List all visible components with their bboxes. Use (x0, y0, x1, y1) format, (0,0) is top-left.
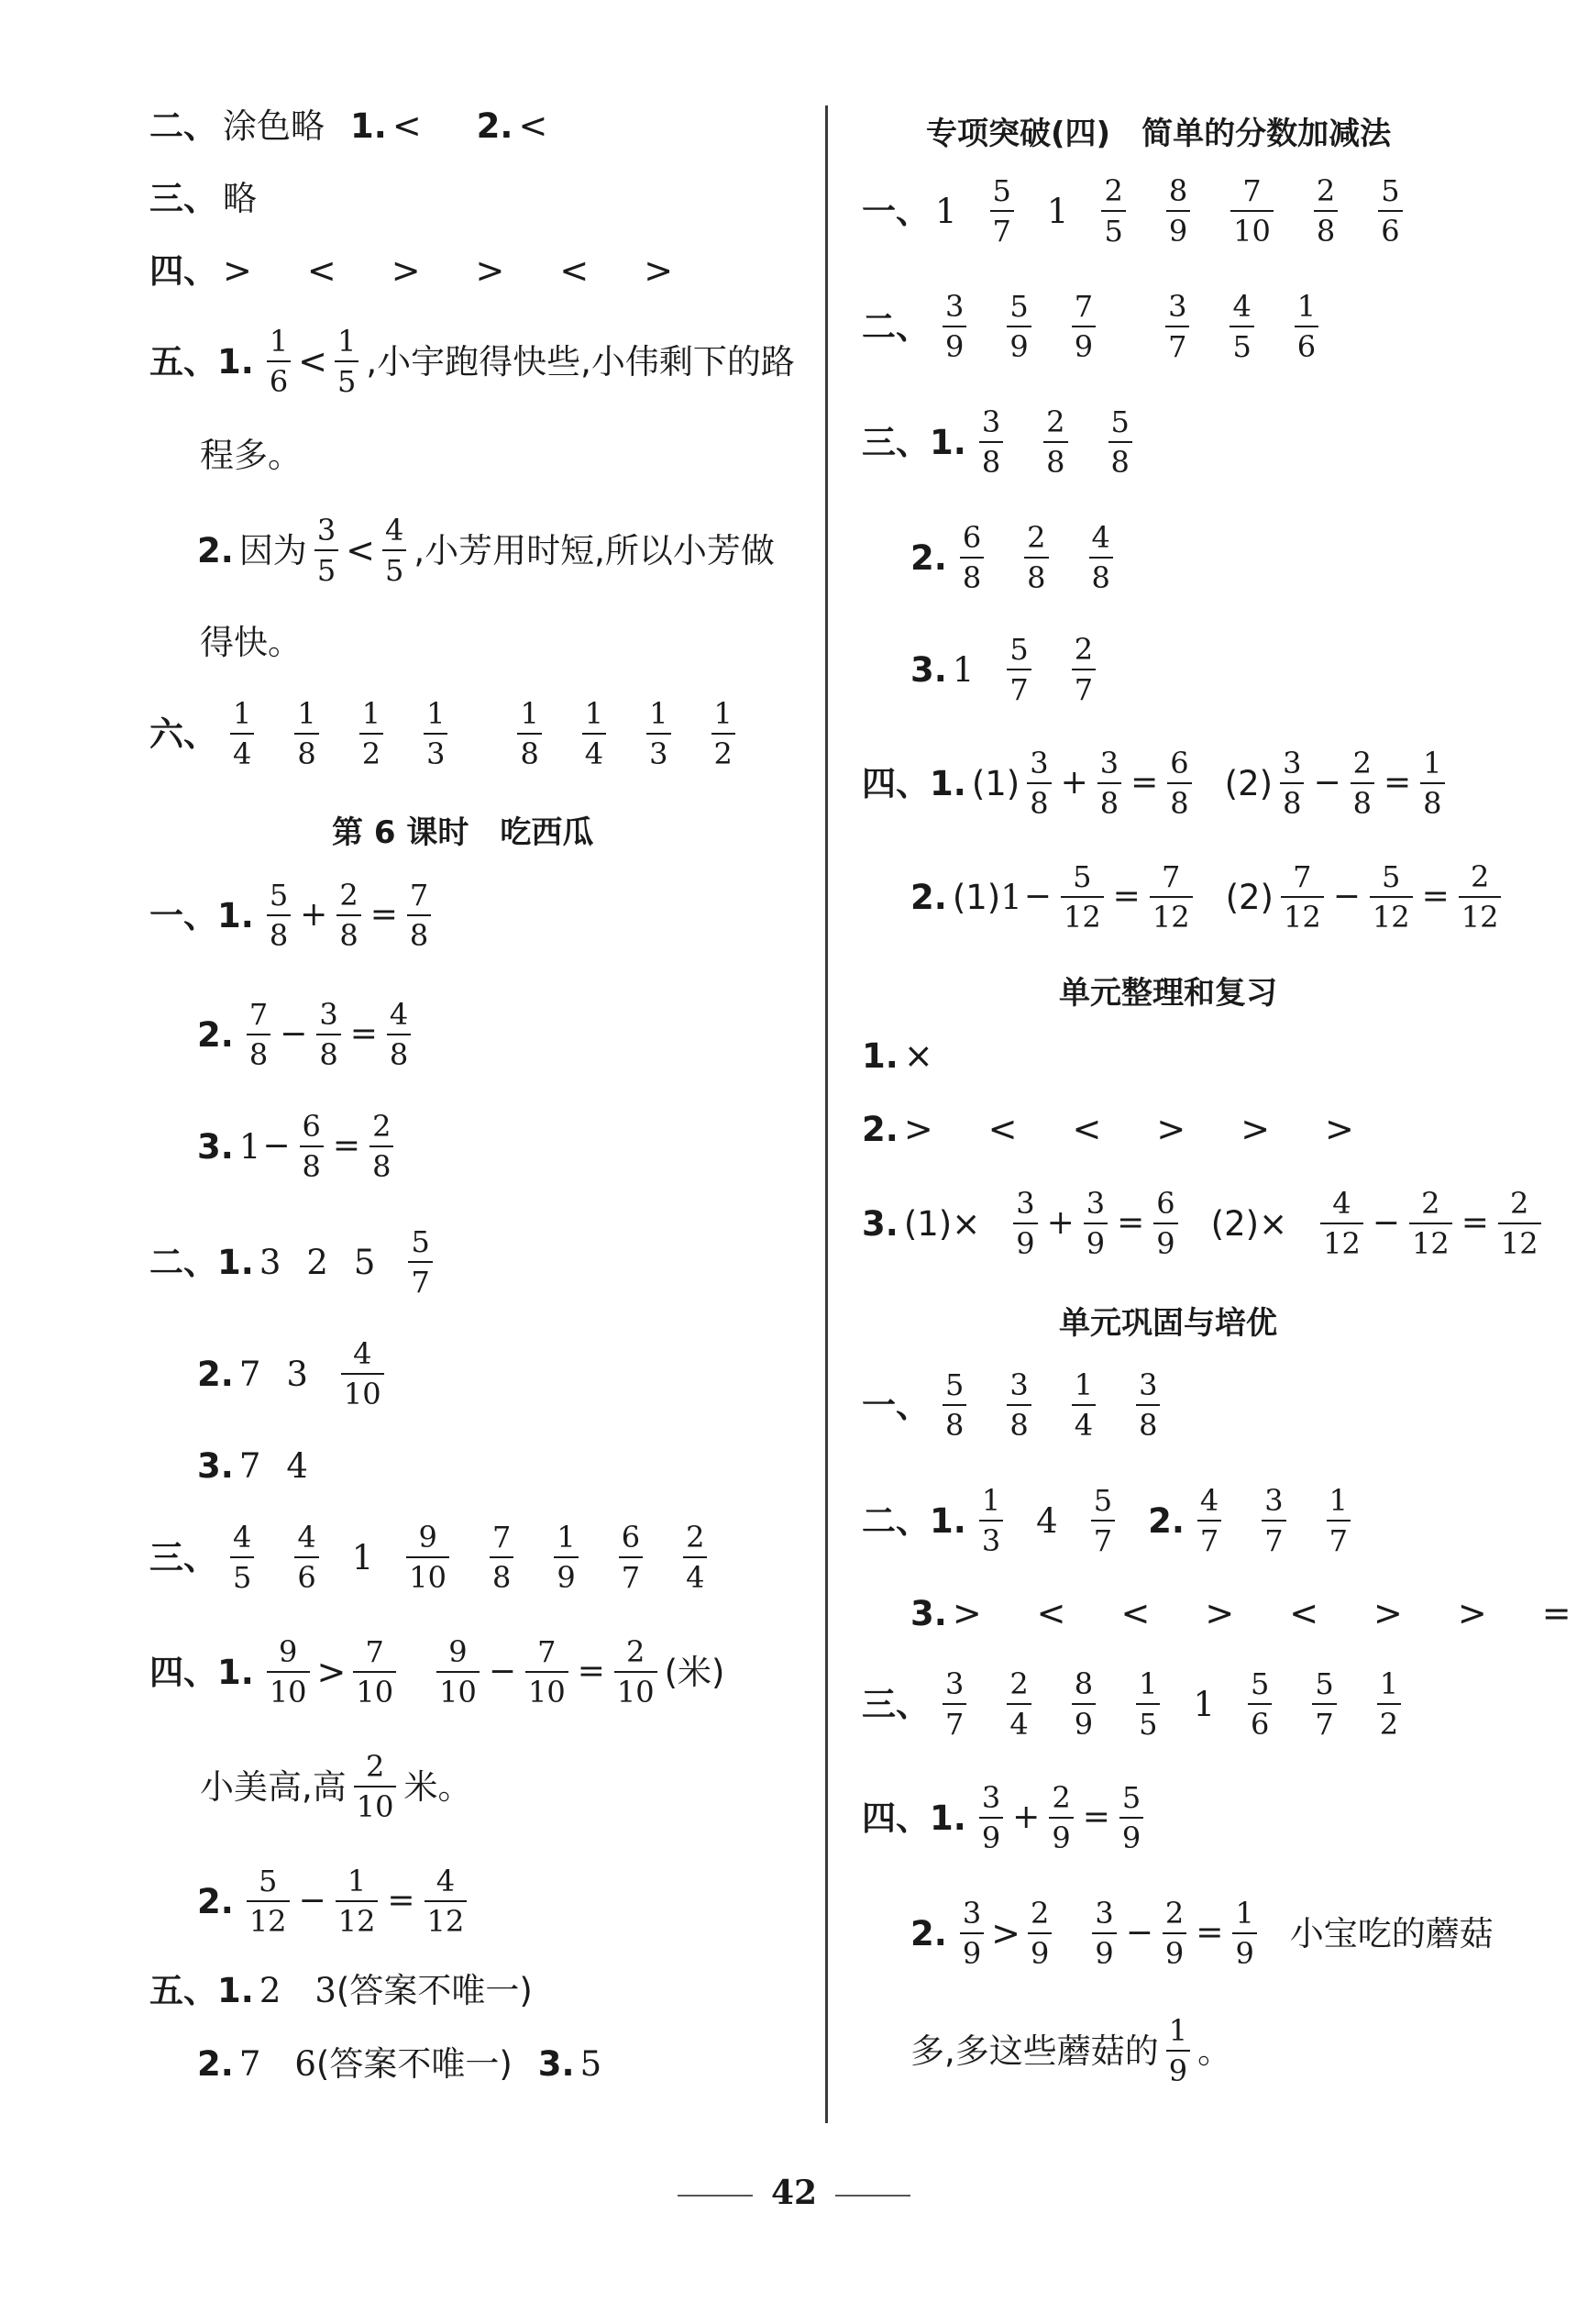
fraction: $\frac{5}{9}$ (1007, 292, 1031, 361)
answer-line-r-san-2: 2. $\frac{6}{8}$ $\frac{2}{8}$ $\frac{4}{8}$ (910, 523, 1120, 592)
fraction: $\frac{2}{8}$ (336, 880, 360, 950)
answer-line-yi-3: 3. 1 − $\frac{6}{8}$ = $\frac{2}{8}$ (197, 1112, 401, 1181)
fraction: $\frac{2}{10}$ (354, 1752, 397, 1821)
answer-line-san: 三、 略 (149, 179, 257, 218)
fraction: $\frac{2}{5}$ (1101, 176, 1125, 246)
fraction: $\frac{9}{10}$ (406, 1522, 449, 1592)
fraction: $\frac{1}{8}$ (294, 699, 318, 769)
answer-line-si-1: 四、1. $\frac{9}{10}$ > $\frac{7}{10}$ $\frac{9}{10}$ − $\frac{7}{10}$ = $\frac{2}{10}$ (米) (149, 1634, 725, 1710)
fraction: $\frac{5}{6}$ (1248, 1669, 1272, 1739)
fraction: $\frac{2}{12}$ (1498, 1189, 1541, 1258)
fraction: $\frac{4}{7}$ (1197, 1486, 1221, 1555)
fraction: $\frac{7}{12}$ (1281, 862, 1324, 932)
section-title-consolidate: 单元巩固与培优 (1059, 1305, 1277, 1342)
fraction: $\frac{3}{9}$ (979, 1783, 1003, 1853)
answer-line-si-1-cont: 小美高,高 $\frac{2}{10}$ 米。 (200, 1749, 472, 1824)
fraction: $\frac{2}{9}$ (1163, 1898, 1186, 1968)
fraction: $\frac{6}{8}$ (960, 523, 984, 592)
fraction: $\frac{2}{4}$ (683, 1522, 707, 1592)
right-column (825, 0, 1588, 2324)
answer-line-wu-2: 2. 因为 $\frac{3}{5}$ < $\frac{4}{5}$ ,小芳用时短,所以小芳做 (197, 513, 775, 588)
fraction: $\frac{3}{5}$ (314, 515, 338, 585)
fraction: $\frac{5}{12}$ (1370, 862, 1413, 932)
fraction: $\frac{3}{8}$ (1027, 748, 1051, 818)
fraction: $\frac{1}{4}$ (582, 699, 606, 769)
fraction: $\frac{4}{12}$ (425, 1866, 468, 1936)
fraction: $\frac{1}{8}$ (1420, 748, 1444, 818)
fraction: $\frac{8}{9}$ (1166, 176, 1190, 246)
answer-line-wu-1: 五、1. $\frac{1}{6}$ < $\frac{1}{5}$ ,小宇跑得快些,小伟剩下的路 (149, 324, 795, 399)
fraction: $\frac{3}{9}$ (943, 292, 966, 361)
fraction: $\frac{3}{7}$ (1262, 1486, 1285, 1555)
fraction: $\frac{1}{2}$ (359, 699, 383, 769)
fraction: $\frac{2}{9}$ (1028, 1898, 1052, 1968)
fraction: $\frac{5}{7}$ (990, 176, 1014, 246)
fraction: $\frac{3}{7}$ (943, 1669, 966, 1739)
fraction: $\frac{7}{9}$ (1072, 292, 1096, 361)
fraction: $\frac{9}{10}$ (436, 1637, 480, 1707)
fraction: $\frac{1}{7}$ (1327, 1486, 1351, 1555)
fraction: $\frac{3}{8}$ (316, 1000, 340, 1069)
fraction: $\frac{5}{8}$ (1108, 407, 1132, 477)
fraction: $\frac{4}{5}$ (1230, 292, 1253, 361)
answer-line-r-c-si-2: 2. $\frac{3}{9}$ > $\frac{2}{9}$ $\frac{3}{9}$ − $\frac{2}{9}$ = $\frac{1}{9}$ 小宝吃的蘑菇 (910, 1896, 1494, 1971)
fraction: $\frac{1}{3}$ (979, 1486, 1003, 1555)
answer-line-er: 二、 涂色略 1. < 2. < (149, 105, 548, 146)
fraction: $\frac{2}{4}$ (1007, 1669, 1031, 1739)
answer-line-r-c-si-1: 四、1. $\frac{3}{9}$ + $\frac{2}{9}$ = $\frac{5}{9}$ (862, 1783, 1151, 1853)
answer-line-wu-2-cont: 得快。 (200, 623, 302, 662)
fraction: $\frac{1}{6}$ (1295, 292, 1318, 361)
fraction: $\frac{1}{9}$ (1232, 1898, 1256, 1968)
fraction: $\frac{4}{5}$ (382, 515, 406, 585)
fraction: $\frac{3}{9}$ (1092, 1898, 1116, 1968)
answer-line-r-c-si-2-cont: 多,多这些蘑菇的 $\frac{1}{9}$ 。 (910, 2013, 1232, 2088)
answer-line-r-c-er: 二、1. $\frac{1}{3}$ 4 $\frac{5}{7}$ 2. $\frac{4}{7}$ $\frac{3}{7}$ $\frac{1}{7}$ (862, 1486, 1358, 1555)
fraction: $\frac{7}{10}$ (353, 1637, 396, 1707)
answer-line-r-si-2: 2. (1) 1 − $\frac{5}{12}$ = $\frac{7}{12}$ (2) $\frac{7}{12}$ − $\frac{5}{12}$ = $\frac{2}{12}$ (910, 862, 1508, 932)
fraction: $\frac{7}{12}$ (1150, 862, 1193, 932)
answer-line-liu: 六、 $\frac{1}{4}$ $\frac{1}{8}$ $\frac{1}{2}$ $\frac{1}{3}$ $\frac{1}{8}$ $\frac{1}{4}$ $\frac{1}{3}$ $\frac{1}{2}$ (149, 699, 743, 769)
answer-line-r-c-san: 三、 $\frac{3}{7}$ $\frac{2}{4}$ $\frac{8}{9}$ $\frac{1}{5}$ 1 $\frac{5}{6}$ $\frac{5}{7}$ $\frac{1}{2}$ (862, 1669, 1408, 1739)
fraction: $\frac{7}{10}$ (525, 1637, 568, 1707)
fraction: $\frac{2}{9}$ (1049, 1783, 1073, 1853)
fraction: $\frac{2}{8}$ (1314, 176, 1338, 246)
answer-line-yi-1: 一、1. $\frac{5}{8}$ + $\frac{2}{8}$ = $\frac{7}{8}$ (149, 880, 438, 950)
answer-line-r-si-1: 四、1. (1) $\frac{3}{8}$ + $\frac{3}{8}$ = $\frac{6}{8}$ (2) $\frac{3}{8}$ − $\frac{2}{8}$ = $\frac{1}{8}$ (862, 748, 1452, 818)
fraction: $\frac{8}{9}$ (1072, 1669, 1096, 1739)
fraction: $\frac{3}{9}$ (1013, 1189, 1037, 1258)
section-title-review: 单元整理和复习 (1059, 975, 1277, 1012)
fraction: $\frac{3}{8}$ (979, 407, 1003, 477)
fraction: $\frac{1}{8}$ (517, 699, 541, 769)
fraction: $\frac{5}{8}$ (267, 880, 291, 950)
answer-line-si-2: 2. $\frac{5}{12}$ − $\frac{1}{12}$ = $\frac{4}{12}$ (197, 1866, 474, 1936)
fraction: $\frac{9}{10}$ (267, 1637, 310, 1707)
page-number: 42 (0, 2174, 1588, 2212)
section-title-special: 专项突破(四) 简单的分数加减法 (926, 116, 1392, 152)
fraction: $\frac{7}{8}$ (490, 1522, 513, 1592)
fraction: $\frac{4}{12}$ (1320, 1189, 1363, 1258)
fraction: $\frac{2}{7}$ (1072, 635, 1096, 704)
answer-line-wu-4: 2. 7 6 (答案不唯一) 3. 5 (197, 2044, 602, 2084)
fraction: $\frac{2}{8}$ (1024, 523, 1048, 592)
fraction: $\frac{3}{7}$ (1165, 292, 1189, 361)
fraction: $\frac{5}{7}$ (408, 1227, 432, 1297)
fraction: $\frac{5}{8}$ (943, 1370, 966, 1440)
answer-line-er-1: 二、1. 3 2 5 $\frac{5}{7}$ (149, 1227, 440, 1297)
answer-line-wu-3: 五、1. 2 3 (答案不唯一) (149, 1971, 533, 2010)
fraction: $\frac{3}{9}$ (960, 1898, 984, 1968)
fraction: $\frac{4}{8}$ (387, 1000, 411, 1069)
answer-line-r-c-er-3: 3. > < < > < > > = (910, 1593, 1571, 1633)
section-title-lesson6: 第 6 课时 吃西瓜 (332, 814, 594, 851)
fraction: $\frac{3}{8}$ (1280, 748, 1304, 818)
fraction: $\frac{1}{9}$ (554, 1522, 578, 1592)
answer-line-r-c-yi: 一、 $\frac{5}{8}$ $\frac{3}{8}$ $\frac{1}{4}$ $\frac{3}{8}$ (862, 1370, 1167, 1440)
answer-line-yi-2: 2. $\frac{7}{8}$ − $\frac{3}{8}$ = $\frac{4}{8}$ (197, 1000, 418, 1069)
answer-line-r-review-1: 1. × (862, 1035, 933, 1076)
fraction: $\frac{3}{8}$ (1007, 1370, 1031, 1440)
fraction: $\frac{4}{10}$ (341, 1339, 384, 1409)
fraction: $\frac{5}{9}$ (1119, 1783, 1143, 1853)
answer-line-r-yi: 一、 1 $\frac{5}{7}$ 1 $\frac{2}{5}$ $\frac{8}{9}$ $\frac{7}{10}$ $\frac{2}{8}$ $\frac{5}{6}$ (862, 176, 1410, 246)
fraction: $\frac{2}{12}$ (1409, 1189, 1452, 1258)
fraction: $\frac{5}{7}$ (1007, 635, 1031, 704)
fraction: $\frac{5}{12}$ (1061, 862, 1104, 932)
answer-line-r-san-3: 3. 1 $\frac{5}{7}$ $\frac{2}{7}$ (910, 635, 1103, 704)
fraction: $\frac{2}{12}$ (1459, 862, 1502, 932)
fraction: $\frac{1}{3}$ (646, 699, 670, 769)
fraction: $\frac{3}{9}$ (1084, 1189, 1108, 1258)
fraction: $\frac{1}{2}$ (1377, 1669, 1401, 1739)
fraction: $\frac{3}{8}$ (1136, 1370, 1160, 1440)
fraction: $\frac{5}{7}$ (1312, 1669, 1336, 1739)
fraction: $\frac{1}{4}$ (230, 699, 254, 769)
answer-line-wu-1-cont: 程多。 (200, 436, 302, 475)
fraction: $\frac{1}{12}$ (336, 1866, 379, 1936)
fraction: $\frac{7}{10}$ (1230, 176, 1274, 246)
fraction: $\frac{1}{5}$ (1136, 1669, 1160, 1739)
answer-line-r-san-1: 三、1. $\frac{3}{8}$ $\frac{2}{8}$ $\frac{5}{8}$ (862, 407, 1140, 477)
fraction: $\frac{4}{6}$ (294, 1522, 318, 1592)
answer-line-r-review-3: 3. (1)× $\frac{3}{9}$ + $\frac{3}{9}$ = $\frac{6}{9}$ (2)× $\frac{4}{12}$ − $\frac{2}{12}$ = $\frac{2}{12}$ (862, 1189, 1549, 1258)
fraction: $\frac{2}{8}$ (1351, 748, 1374, 818)
fraction: $\frac{1}{9}$ (1166, 2016, 1190, 2086)
fraction: $\frac{6}{7}$ (619, 1522, 643, 1592)
fraction: $\frac{5}{12}$ (247, 1866, 290, 1936)
fraction: $\frac{1}{2}$ (711, 699, 735, 769)
fraction: $\frac{2}{8}$ (369, 1112, 393, 1181)
fraction: $\frac{7}{8}$ (247, 1000, 270, 1069)
fraction: $\frac{7}{8}$ (407, 880, 431, 950)
fraction: $\frac{3}{8}$ (1097, 748, 1121, 818)
fraction: $\frac{1}{4}$ (1072, 1370, 1096, 1440)
answer-line-er-2: 2. 7 3 $\frac{4}{10}$ (197, 1339, 391, 1409)
fraction: $\frac{6}{8}$ (300, 1112, 324, 1181)
fraction: $\frac{4}{8}$ (1089, 523, 1113, 592)
answer-line-san-2: 三、 $\frac{4}{5}$ $\frac{4}{6}$ 1 $\frac{9}{10}$ $\frac{7}{8}$ $\frac{1}{9}$ $\frac{6}{7}$ $\frac{2}{4}$ (149, 1522, 714, 1592)
fraction: $\frac{5}{6}$ (1378, 176, 1402, 246)
answer-line-si: 四、 > < > > < > (149, 250, 674, 291)
answer-line-r-er: 二、 $\frac{3}{9}$ $\frac{5}{9}$ $\frac{7}{9}$ $\frac{3}{7}$ $\frac{4}{5}$ $\frac{1}{6}$ (862, 292, 1326, 361)
fraction: $\frac{4}{5}$ (230, 1522, 254, 1592)
fraction: $\frac{6}{8}$ (1167, 748, 1191, 818)
fraction: $\frac{2}{8}$ (1043, 407, 1067, 477)
fraction: $\frac{6}{9}$ (1153, 1189, 1177, 1258)
fraction: $\frac{1}{6}$ (267, 326, 291, 396)
answer-line-er-3: 3. 7 4 (197, 1446, 308, 1486)
fraction: $\frac{1}{3}$ (424, 699, 447, 769)
fraction: $\frac{2}{10}$ (614, 1637, 657, 1707)
fraction: $\frac{5}{7}$ (1091, 1486, 1115, 1555)
fraction: $\frac{1}{5}$ (335, 326, 358, 396)
answer-line-r-review-2: 2. > < < > > > (862, 1109, 1354, 1149)
